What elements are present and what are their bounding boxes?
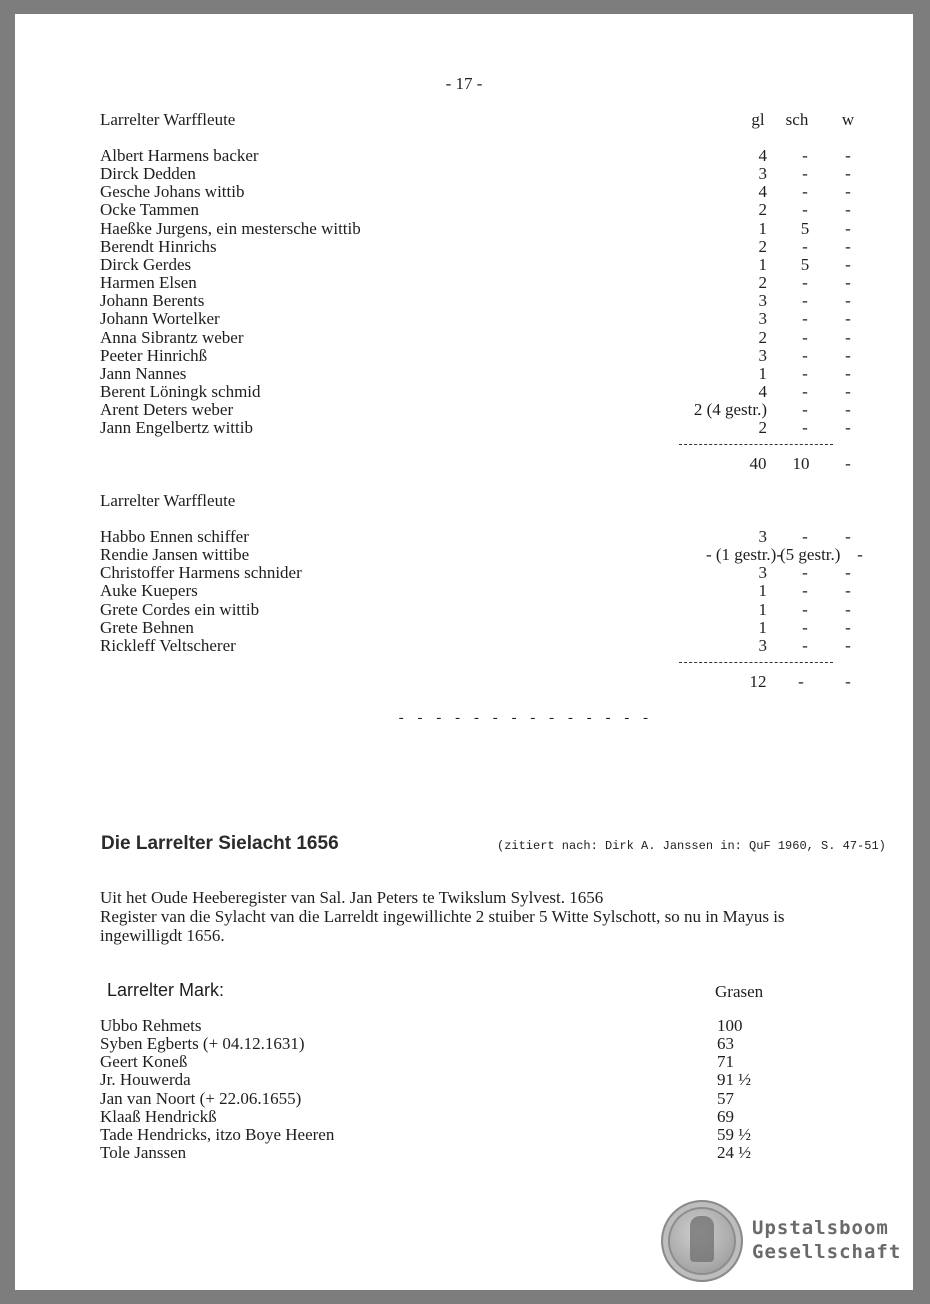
table-cell-gl: 1 xyxy=(758,600,767,619)
col-header-sch: sch xyxy=(785,110,809,129)
table-row-name: Arent Deters weber xyxy=(100,400,234,419)
table-row-name: Harmen Elsen xyxy=(100,273,197,292)
document-page xyxy=(15,14,913,1290)
table-cell-sch: - xyxy=(802,328,808,347)
mark-title: Larrelter Mark: xyxy=(107,980,225,1000)
table-cell-sch: 5 xyxy=(800,255,810,274)
table-cell-sch: 5 xyxy=(800,219,810,238)
table-row-name: Haeßke Jurgens, ein mestersche wittib xyxy=(100,219,361,238)
section2-sum-line xyxy=(679,662,833,663)
table-cell-sch: - xyxy=(802,400,808,419)
table-row-name: Anna Sibrantz weber xyxy=(100,328,244,347)
table-cell-w: - xyxy=(845,382,851,401)
col-header-w: w xyxy=(841,110,855,129)
table-row-name: Jan van Noort (+ 22.06.1655) xyxy=(100,1089,302,1108)
col-header-gl: gl xyxy=(751,110,765,129)
table-cell-w: - xyxy=(845,400,851,419)
table-cell-w: - xyxy=(845,563,851,582)
table-row-name: Peeter Hinrichß xyxy=(100,346,208,365)
table-cell-grasen: 91 ½ xyxy=(717,1070,751,1089)
table-row-name: Dirck Gerdes xyxy=(100,255,192,274)
table-cell-w: - xyxy=(845,255,851,274)
section3-intro-line1: Uit het Oude Heeberegister van Sal. Jan Peters te Twikslum Sylvest. 1656 xyxy=(100,888,604,907)
table-cell-gl: 1 xyxy=(758,364,767,383)
table-row-name: Dirck Dedden xyxy=(100,164,196,183)
table-cell-grasen: 71 xyxy=(717,1052,734,1071)
table-cell-sch: - xyxy=(802,636,808,655)
section2-total-gl: 12 xyxy=(749,672,767,691)
section1-total-w: - xyxy=(845,454,851,473)
logo-line2: Gesellschaft xyxy=(752,1241,902,1263)
table-cell-sch: - xyxy=(802,600,808,619)
table-cell-grasen: 69 xyxy=(717,1107,734,1126)
section-divider: - - - - - - - - - - - - - - xyxy=(397,711,651,727)
table-row-name: Jr. Houwerda xyxy=(100,1070,191,1089)
seal-icon xyxy=(661,1200,743,1282)
table-cell-sch: - xyxy=(802,581,808,600)
table-row-name: Albert Harmens backer xyxy=(100,146,259,165)
table-row-name: Auke Kuepers xyxy=(100,581,198,600)
section2-total-sch: - xyxy=(798,672,804,691)
table-cell-gl: 3 xyxy=(758,309,767,328)
table-cell-sch: - xyxy=(802,418,808,437)
logo-line1: Upstalsboom xyxy=(752,1217,889,1239)
table-cell-w: - xyxy=(845,291,851,310)
table-cell-gl: 1 xyxy=(758,255,767,274)
table-cell-w: - xyxy=(845,219,851,238)
table-cell-grasen: 63 xyxy=(717,1034,734,1053)
table-row-name: Rickleff Veltscherer xyxy=(100,636,236,655)
table-row-name: Rendie Jansen wittibe xyxy=(100,545,250,564)
table-cell-gl: 3 xyxy=(758,346,767,365)
section3-citation: (zitiert nach: Dirk A. Janssen in: QuF 1960, S. 47-51) xyxy=(497,839,886,853)
table-row-name: Ocke Tammen xyxy=(100,200,200,219)
table-cell-sch: - xyxy=(802,200,808,219)
table-cell-gl: 1 xyxy=(758,581,767,600)
table-cell-grasen: 100 xyxy=(717,1016,743,1035)
table-row-name: Jann Engelbertz wittib xyxy=(100,418,253,437)
table-cell-w: - xyxy=(845,146,851,165)
table-row-name: Christoffer Harmens schnider xyxy=(100,563,302,582)
table-cell-sch: - xyxy=(802,563,808,582)
table-cell-gl: 3 xyxy=(758,527,767,546)
section1-title: Larrelter Warffleute xyxy=(100,110,236,129)
table-cell-sch: (5 gestr.) xyxy=(780,545,841,564)
table-cell-gl: 1 xyxy=(758,618,767,637)
table-cell-w: - xyxy=(845,237,851,256)
table-cell-gl: 3 xyxy=(758,563,767,582)
table-cell-w: - xyxy=(845,164,851,183)
table-row-name: Grete Cordes ein wittib xyxy=(100,600,260,619)
table-cell-w: - xyxy=(857,545,863,564)
table-row-name: Klaaß Hendrickß xyxy=(100,1107,217,1126)
table-cell-grasen: 59 ½ xyxy=(717,1125,751,1144)
table-row-name: Jann Nannes xyxy=(100,364,187,383)
table-row-name: Habbo Ennen schiffer xyxy=(100,527,249,546)
table-cell-w: - xyxy=(845,273,851,292)
table-cell-sch: - xyxy=(802,618,808,637)
table-cell-sch: - xyxy=(802,164,808,183)
table-cell-w: - xyxy=(845,328,851,347)
page-number: - 17 - xyxy=(445,74,483,93)
table-cell-gl: 2 xyxy=(758,200,767,219)
table-cell-gl: 2 xyxy=(758,328,767,347)
table-cell-gl: 4 xyxy=(758,146,767,165)
table-cell-gl: - (1 gestr.)- xyxy=(705,545,782,564)
table-cell-gl: 3 xyxy=(758,636,767,655)
grasen-header: Grasen xyxy=(715,982,764,1001)
table-cell-sch: - xyxy=(802,273,808,292)
table-row-name: Ubbo Rehmets xyxy=(100,1016,202,1035)
seal-figure xyxy=(690,1216,714,1262)
table-cell-w: - xyxy=(845,346,851,365)
table-cell-sch: - xyxy=(802,309,808,328)
table-row-name: Johann Wortelker xyxy=(100,309,220,328)
section1-sum-line xyxy=(679,444,833,445)
table-cell-w: - xyxy=(845,618,851,637)
table-cell-w: - xyxy=(845,600,851,619)
table-cell-grasen: 24 ½ xyxy=(717,1143,751,1162)
table-cell-gl: 3 xyxy=(758,291,767,310)
table-cell-sch: - xyxy=(802,346,808,365)
table-row-name: Syben Egberts (+ 04.12.1631) xyxy=(100,1034,305,1053)
table-cell-gl: 4 xyxy=(758,382,767,401)
table-cell-sch: - xyxy=(802,382,808,401)
table-cell-gl: 2 xyxy=(758,273,767,292)
table-row-name: Tade Hendricks, itzo Boye Heeren xyxy=(100,1125,335,1144)
table-cell-gl: 4 xyxy=(758,182,767,201)
table-row-name: Grete Behnen xyxy=(100,618,194,637)
table-cell-gl: 2 xyxy=(758,237,767,256)
section2-total-w: - xyxy=(845,672,851,691)
table-cell-gl: 3 xyxy=(758,164,767,183)
table-cell-gl: 2 (4 gestr.) xyxy=(693,400,767,419)
section2-title: Larrelter Warffleute xyxy=(100,491,236,510)
table-cell-sch: - xyxy=(802,237,808,256)
table-row-name: Berent Löningk schmid xyxy=(100,382,261,401)
table-cell-grasen: 57 xyxy=(717,1089,734,1108)
section1-total-gl: 40 xyxy=(749,454,767,473)
page-content xyxy=(15,14,913,1290)
table-cell-sch: - xyxy=(802,182,808,201)
table-cell-w: - xyxy=(845,309,851,328)
section3-title: Die Larrelter Sielacht 1656 xyxy=(101,833,339,854)
table-cell-sch: - xyxy=(802,291,808,310)
table-cell-w: - xyxy=(845,581,851,600)
table-cell-w: - xyxy=(845,418,851,437)
table-cell-w: - xyxy=(845,527,851,546)
section1-total-sch: 10 xyxy=(792,454,810,473)
table-row-name: Johann Berents xyxy=(100,291,205,310)
section3-intro-line2: Register van die Sylacht van die Larreldt ingewillichte 2 stuiber 5 Witte Sylschott, so nu in Mayus is ingewilligdt 1656. xyxy=(100,907,785,945)
table-row-name: Berendt Hinrichs xyxy=(100,237,217,256)
table-cell-sch: - xyxy=(802,527,808,546)
table-cell-sch: - xyxy=(802,146,808,165)
table-cell-sch: - xyxy=(802,364,808,383)
table-cell-w: - xyxy=(845,182,851,201)
table-cell-w: - xyxy=(845,636,851,655)
table-row-name: Tole Janssen xyxy=(100,1143,187,1162)
table-cell-w: - xyxy=(845,364,851,383)
table-cell-gl: 1 xyxy=(758,219,767,238)
table-cell-gl: 2 xyxy=(758,418,767,437)
table-cell-w: - xyxy=(845,200,851,219)
table-row-name: Gesche Johans wittib xyxy=(100,182,245,201)
table-row-name: Geert Koneß xyxy=(100,1052,188,1071)
